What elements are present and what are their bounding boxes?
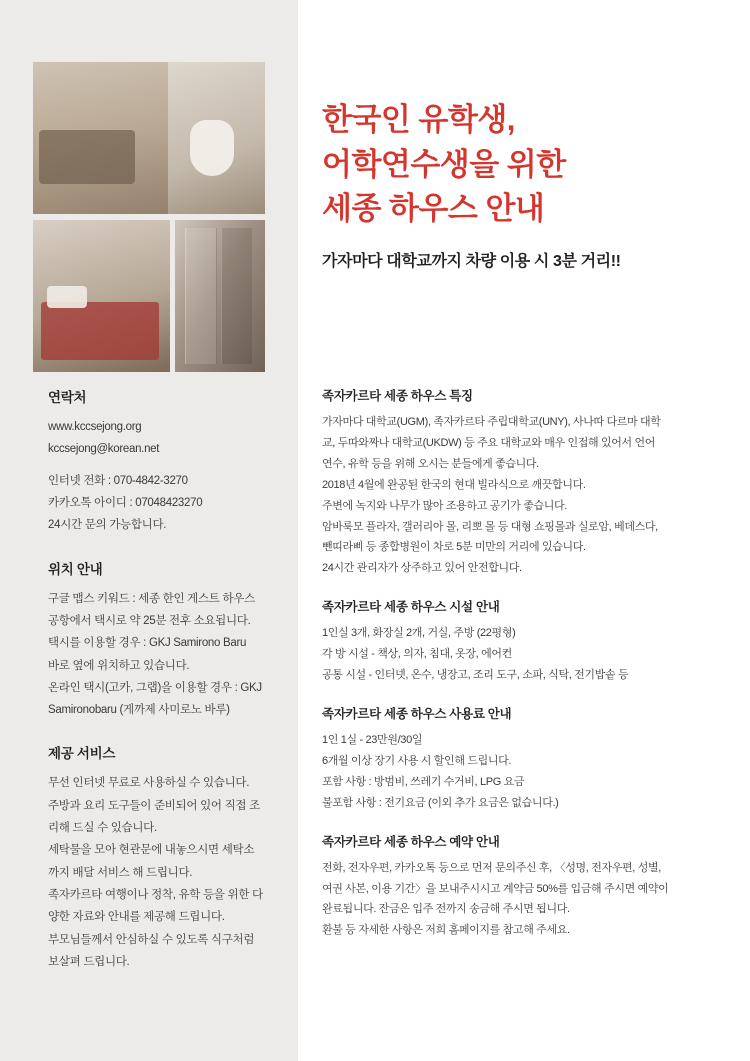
- features-line: 뺀띠라삐 등 종합병원이 차로 5분 미만의 거리에 있습니다.: [322, 541, 586, 554]
- services-line: 세탁물을 모아 현관문에 내놓으시면 세탁소: [48, 844, 255, 857]
- reservation-line: 전화, 전자우편, 카카오톡 등으로 먼저 문의주신 후, 〈성명, 전자우편, 성별,: [322, 861, 661, 874]
- page-title-line-3: 세종 하우스 안내: [322, 191, 545, 227]
- reservation-line: 여권 사본, 이용 기간〉을 보내주시시고 계약금 50%를 입금해 주시면 예약이: [322, 882, 669, 895]
- features-line: 주변에 녹지와 나무가 많아 조용하고 공기가 좋습니다.: [322, 499, 568, 512]
- location-line: 바로 옆에 위치하고 있습니다.: [48, 659, 190, 672]
- features-line: 교, 두따와짜나 대학교(UKDW) 등 주요 대학교와 매우 인접해 있어서 언어: [322, 436, 656, 449]
- features-line: 가자마다 대학교(UGM), 족자카르타 주립대학교(UNY), 사나따 다르마 대학: [322, 416, 661, 428]
- location-line: Samironobaru (게까제 사미로노 바루): [48, 704, 230, 717]
- reservation-line: 환불 등 자세한 사항은 저희 홈페이지를 참고해 주세요.: [322, 924, 570, 937]
- reservation-section: [322, 832, 720, 941]
- pricing-section: [322, 704, 720, 813]
- facilities-heading: 족자카르타 세종 하우스 시설 안내: [322, 600, 500, 615]
- pricing-line: 불포함 사항 : 전기요금 (이외 추가 요금은 없습니다.): [322, 796, 559, 809]
- location-line: 택시를 이용할 경우 : GKJ Samirono Baru: [48, 637, 247, 650]
- contact-hours: 24시간 문의 가능합니다.: [48, 519, 167, 532]
- contact-heading: 연락처: [48, 390, 87, 405]
- left-column: [48, 386, 278, 994]
- services-line: 무선 인터넷 무료로 사용하실 수 있습니다.: [48, 777, 250, 790]
- pricing-line: 1인 1실 - 23만원/30일: [322, 733, 423, 746]
- location-line: 공항에서 택시로 약 25분 전후 소요됩니다.: [48, 614, 251, 627]
- contact-kakao-id: 카카오톡 아이디 : 07048423270: [48, 496, 203, 509]
- features-line: 2018년 4월에 완공된 한국의 현대 빌라식으로 깨끗합니다.: [322, 478, 586, 491]
- location-line: 구글 맵스 키워드 : 세종 한인 게스트 하우스: [48, 592, 255, 605]
- page-title-line-1: 한국인 유학생,: [322, 102, 515, 137]
- photo-collage: [33, 62, 265, 372]
- reservation-heading: 족자카르타 세종 하우스 예약 안내: [322, 834, 500, 849]
- reservation-line: 완료됩니다. 잔금은 입주 전까지 송금해 주시면 됩니다.: [322, 903, 570, 916]
- features-line: 암바룩모 플라자, 갤러리아 몰, 리뽀 몰 등 대형 쇼핑몰과 실로암, 베데스다,: [322, 520, 658, 533]
- contact-spacer: [48, 463, 278, 472]
- features-line: 24시간 관리자가 상주하고 있어 안전합니다.: [322, 562, 522, 575]
- page-subtitle: 가자마다 대학교까지 차량 이용 시 3분 거리!!: [322, 252, 621, 270]
- services-line: 리해 드실 수 있습니다.: [48, 822, 157, 835]
- page-title-line-2: 어학연수생을 위한: [322, 146, 566, 182]
- pricing-line: 6개월 이상 장기 사용 시 할인해 드립니다.: [322, 754, 512, 767]
- contact-section: [48, 386, 278, 536]
- pricing-line: 포함 사항 : 방범비, 쓰레기 수거비, LPG 요금: [322, 775, 525, 788]
- headline-block: [322, 98, 722, 271]
- right-column: [322, 386, 720, 959]
- services-line: 양한 자료와 안내를 제공해 드립니다.: [48, 911, 225, 924]
- services-line: 주방과 요리 도구들이 준비되어 있어 직접 조: [48, 799, 260, 812]
- location-heading: 위치 안내: [48, 561, 103, 577]
- features-section: [322, 386, 720, 578]
- contact-email[interactable]: kccsejong@korean.net: [48, 443, 160, 456]
- services-line: 보살펴 드립니다.: [48, 955, 130, 968]
- services-line: 까지 배달 서비스 해 드립니다.: [48, 866, 193, 879]
- bedroom-photo: [33, 220, 170, 372]
- features-line: 연수, 유학 등을 위해 오시는 분들에게 좋습니다.: [322, 457, 539, 470]
- location-section: [48, 558, 278, 721]
- facilities-line: 1인실 3개, 화장실 2개, 거실, 주방 (22평형): [322, 627, 516, 640]
- facilities-section: [322, 597, 720, 685]
- page-title: [322, 98, 722, 232]
- location-line: 온라인 택시(고카, 그랩)을 이용할 경우 : GKJ: [48, 681, 262, 694]
- services-section: [48, 742, 278, 972]
- facilities-line: 공통 시설 - 인터넷, 온수, 냉장고, 조리 도구, 소파, 식탁, 전기밥솥 등: [322, 669, 629, 682]
- wardrobe-photo: [175, 220, 265, 372]
- services-line: 부모님들께서 안심하실 수 있도록 식구처럼: [48, 933, 255, 946]
- bathroom-photo: [168, 62, 265, 214]
- contact-phone: 인터넷 전화 : 070-4842-3270: [48, 474, 188, 487]
- contact-website[interactable]: www.kccsejong.org: [48, 421, 142, 433]
- pricing-heading: 족자카르타 세종 하우스 사용료 안내: [322, 706, 512, 721]
- features-heading: 족자카르타 세종 하우스 특징: [322, 389, 473, 403]
- services-heading: 제공 서비스: [48, 746, 116, 762]
- facilities-line: 각 방 시설 - 책상, 의자, 침대, 옷장, 에어컨: [322, 648, 512, 661]
- services-line: 족자카르타 여행이나 정착, 유학 등을 위한 다: [48, 889, 263, 901]
